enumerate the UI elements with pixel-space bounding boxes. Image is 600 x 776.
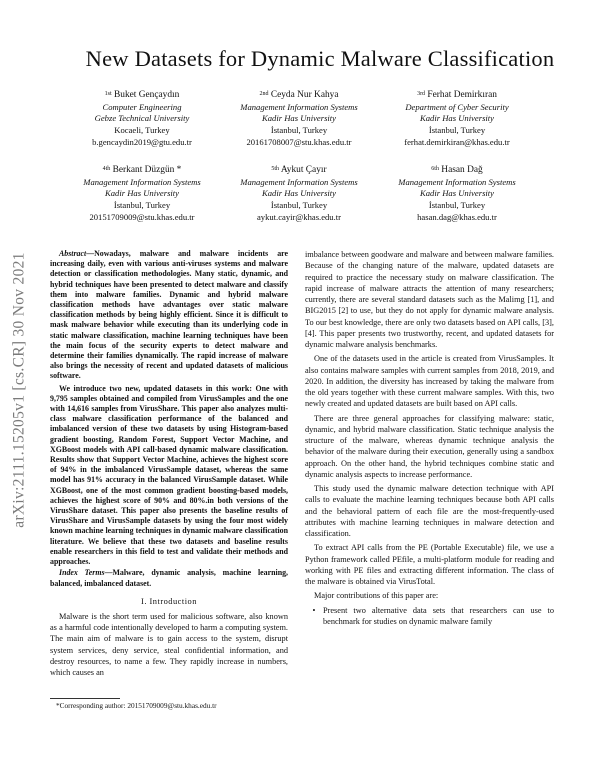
- author-institution: Kadir Has University: [262, 113, 336, 124]
- contribution-list-item: [305, 605, 554, 628]
- arxiv-identifier: arXiv:2111.15205v1 [cs.CR] 30 Nov 2021: [11, 252, 29, 528]
- author-email: aykut.cayir@khas.edu.tr: [256, 211, 342, 222]
- author-location: İstanbul, Turkey: [270, 200, 328, 211]
- author-name: $^{6th}$ Hasan Dağ: [431, 165, 483, 175]
- author-email: 20161708007@stu.khas.edu.tr: [246, 136, 352, 147]
- contribution-text: Present two alternative data sets that researchers can use to benchmark for studies on dynamic malware family: [323, 605, 554, 626]
- body-paragraph-1: imbalance between goodware and malware and between malware families. Because of the changing nature of the malware, updated datasets are required to practice the necessary study on malware classification. The rapid increase of malware attracts the attention of many researchers; currently, there are several standard datasets such as the Malimg [1], and BIG2015 [2] to use, but they do not apply for dynamic malware analysis. To our best knowledge, there are only two datasets based on API calls, [3], [4]. This paper presents two trustworthy, recent, and updated datasets for dynamic malware analysis benchmarks.: [305, 250, 554, 349]
- author-email: ferhat.demirkiran@khas.edu.tr: [404, 136, 510, 147]
- arxiv-stamp: [4, 190, 36, 590]
- author-institution: Kadir Has University: [420, 113, 494, 124]
- author-email: b.gencaydin2019@gtu.edu.tr: [92, 136, 192, 147]
- section-heading-introduction: I. Introduction: [141, 596, 197, 606]
- author-department: Management Information Systems: [398, 176, 516, 187]
- author-location: İstanbul, Turkey: [270, 125, 328, 136]
- author-block-5: [219, 165, 379, 224]
- author-location: Kocaeli, Turkey: [114, 125, 170, 136]
- author-department: Department of Cyber Security: [405, 101, 509, 112]
- author-location: İstanbul, Turkey: [428, 125, 486, 136]
- author-institution: Gebze Technical University: [94, 113, 190, 124]
- author-block-1: [62, 90, 222, 149]
- footnote: *Corresponding author: 20151709009@stu.khas.edu.tr: [56, 701, 217, 710]
- bullet-icon: •: [312, 605, 316, 615]
- abstract-paragraph-2: We introduce two new, updated datasets in this work: One with 9,795 samples obtained and compiled from VirusSamples and the one with 14,616 samples from VirusShare. This paper also analyzes multi-class malware classification performance of the balanced and imbalanced version of these two datasets by using Histogram-based gradient boosting, Random Forest, Support Vector Machine, and XGBoost models with API call-based dynamic malware classification. Results show that Support Vector Machine, achieves the highest score of 94% in the imbalanced VirusSample dataset, whereas the same model has 91% accuracy in the balanced VirusSample dataset. While XGBoost, one of the most common gradient boosting-based models, achieves the highest score of 90% and 80%.in both versions of the VirusShare dataset. This paper also presents the baseline results of VirusShare and VirusSample datasets by using the four most widely known machine learning techniques in dynamic malware classification literature. We believe that these two datasets and baseline results enable researchers in this field to test and validate their methods and approaches.: [50, 383, 288, 567]
- intro-paragraph: Malware is the short term used for malicious software, also known as a harmful code intentionally developed to harm a computing system. The main aim of malware is to gain access to the system, disrupt system services, deny service, steal confidential information, and destroy resources, to name a few. They rapidly increase in numbers, which causes an: [50, 611, 288, 678]
- abstract-label: Abstract: [59, 249, 87, 258]
- author-institution: Kadir Has University: [105, 188, 179, 199]
- author-email: hasan.dag@khas.edu.tr: [417, 211, 497, 222]
- body-paragraph-4: This study used the dynamic malware detection technique with API calls to evaluate the machine learning techniques because both API calls and the behavioral pattern of each file are the most-frequently-used attributes with machine learning techniques in malware detection and classification.: [305, 484, 554, 538]
- author-email: 20151709009@stu.khas.edu.tr: [89, 211, 195, 222]
- author-location: İstanbul, Turkey: [428, 200, 486, 211]
- body-paragraph-2: One of the datasets used in the article is created from VirusSamples. It also contains malware samples with current samples from 2018, 2019, and 2020. In addition, the diversity has increased by taking the malware from the old years together with these current malware samples. With this, two newly created and updated datasets are built based on API calls.: [305, 354, 554, 409]
- author-name: $^{2nd}$ Ceyda Nur Kahya: [259, 90, 339, 100]
- author-block-6: [377, 165, 537, 224]
- body-paragraph-5: To extract API calls from the PE (Portable Executable) file, we use a Python framework called PEfile, a multi-platform module for reading and working with PE files and extracting different information. The class of the malware is obtained via VirusTotal.: [305, 543, 554, 586]
- author-name: $^{4th}$ Berkant Düzgün *: [102, 165, 182, 175]
- author-institution: Kadir Has University: [420, 188, 494, 199]
- paper-title: New Datasets for Dynamic Malware Classification: [85, 46, 555, 71]
- author-department: Management Information Systems: [240, 101, 358, 112]
- index-terms-label: Index Terms: [59, 568, 105, 578]
- author-block-2: [219, 90, 379, 149]
- author-department: Management Information Systems: [83, 176, 201, 187]
- footnote-rule: [50, 698, 120, 699]
- author-block-3: [377, 90, 537, 149]
- body-paragraph-6: Major contributions of this paper are:: [314, 591, 439, 601]
- author-name: $^{3rd}$ Ferhat Demirkıran: [417, 90, 497, 100]
- author-institution: Kadir Has University: [262, 188, 336, 199]
- body-paragraph-3: There are three general approaches for classifying malware: static, dynamic, and hybrid malware classification. Static technique analysis the structure of the malware, whereas dynamic technique analysis the behavior of the malware during their execution, generally using a sandbox approach. On the other hand, the hybrid techniques combine static and dynamic analysis aspects to increase performance.: [305, 413, 554, 479]
- author-location: İstanbul, Turkey: [113, 200, 171, 211]
- left-column: [50, 249, 288, 678]
- abstract-paragraph-1: Abstract—Nowadays, malware and malware incidents are increasing daily, even with various anti-viruses systems and malware detection or classification methodologies. Many static, dynamic, and hybrid techniques have been presented to detect malware and classify them into malware families. Dynamic and hybrid malware classification methods have advantages over static malware classification methods by being highly efficient. Since it is difficult to mask malware behavior while executing than its underlying code in static malware classification, machine learning techniques have been the main focus of the security experts to detect malware and determine their families dynamically. The rapid increase of malware also brings the necessity of recent and updated datasets of malicious software.: [50, 249, 288, 381]
- author-name: $^{1st}$ Buket Gençaydın: [104, 90, 180, 100]
- author-department: Management Information Systems: [240, 176, 358, 187]
- author-department: Computer Engineering: [102, 101, 182, 112]
- author-block-4: [62, 165, 222, 224]
- right-column: [305, 249, 554, 627]
- author-name: $^{5th}$ Aykut Çayır: [271, 165, 327, 175]
- index-terms: Index Terms—Malware, dynamic analysis, machine learning, balanced, imbalanced dataset.: [50, 568, 288, 588]
